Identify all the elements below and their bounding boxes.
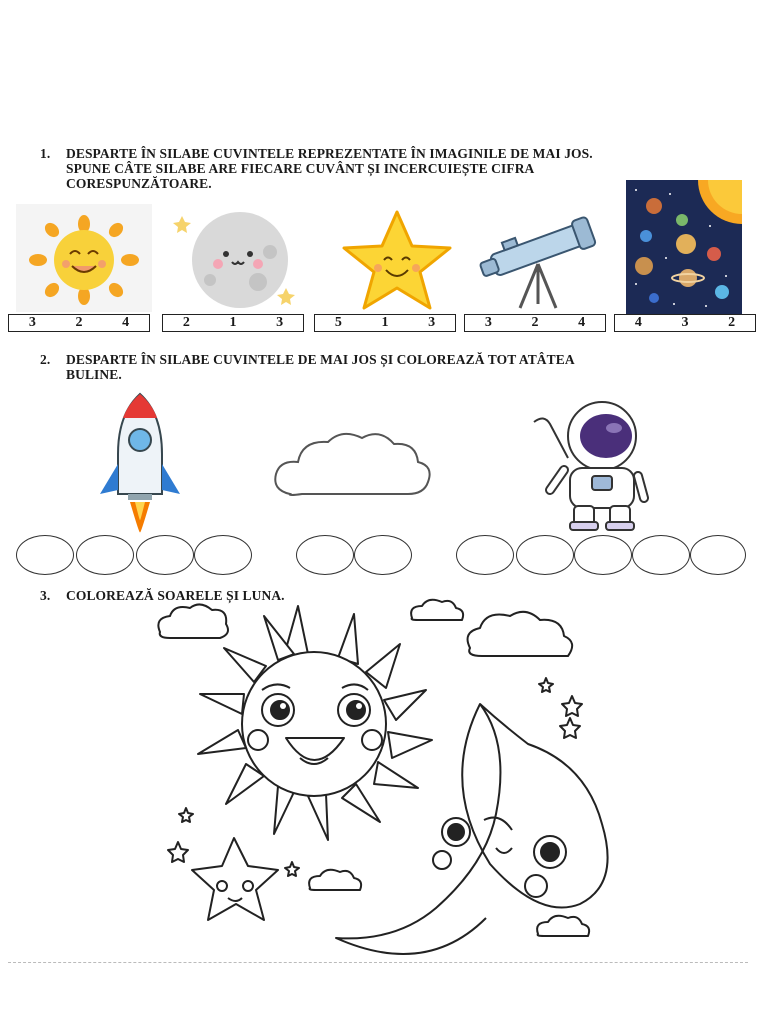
coloring-picture (150, 598, 610, 964)
telescope-picture (470, 208, 600, 312)
syllable-bubble[interactable] (574, 535, 632, 575)
task-line: SPUNE CÂTE SILABE ARE FIECARE CUVÂNT ȘI INCERCUIEȘTE CIFRA (66, 161, 535, 176)
option-number[interactable]: 4 (634, 315, 642, 330)
sun-picture (16, 204, 152, 312)
task-number: 2. (40, 352, 51, 367)
syllable-bubble[interactable] (76, 535, 134, 575)
sun-icon (16, 204, 152, 312)
syllable-bubble[interactable] (194, 535, 252, 575)
moon-picture (170, 206, 310, 312)
option-number[interactable]: 2 (75, 315, 83, 330)
star-picture (330, 208, 464, 312)
syllable-bubble[interactable] (632, 535, 690, 575)
coloring-sun-moon-icon (150, 598, 610, 964)
syllable-bubble[interactable] (690, 535, 746, 575)
moon-icon (170, 206, 310, 312)
telescope-icon (470, 208, 600, 312)
option-number[interactable]: 1 (381, 315, 389, 330)
task-line: CORESPUNZĂTOARE. (66, 176, 212, 191)
option-number[interactable]: 4 (122, 315, 130, 330)
page-divider (8, 962, 748, 963)
astronaut-icon (530, 396, 660, 532)
option-number[interactable]: 1 (229, 315, 237, 330)
syllable-bubble[interactable] (296, 535, 354, 575)
syllable-bubble[interactable] (456, 535, 514, 575)
option-number[interactable]: 3 (276, 315, 284, 330)
option-number[interactable]: 3 (428, 315, 436, 330)
syllable-bubble[interactable] (16, 535, 74, 575)
star-icon (330, 208, 464, 312)
syllable-bubble[interactable] (136, 535, 194, 575)
rocket-picture (98, 390, 182, 534)
task-line: DESPARTE ÎN SILABE CUVINTELE REPREZENTATE ÎN IMAGINILE DE MAI JOS. (66, 146, 593, 161)
task-line: DESPARTE ÎN SILABE CUVINTELE DE MAI JOS ȘI COLOREAZĂ TOT ATÂTEA (66, 352, 575, 367)
task-number: 3. (40, 588, 51, 603)
solar-system-icon (626, 180, 742, 314)
task-2-instructions (40, 352, 740, 382)
option-number[interactable]: 5 (334, 315, 342, 330)
syllable-bubble[interactable] (354, 535, 412, 575)
cloud-icon (268, 430, 432, 510)
option-number[interactable]: 3 (484, 315, 492, 330)
rocket-icon (98, 390, 182, 534)
astronaut-picture (530, 396, 660, 532)
answer-box-solar-system (614, 314, 756, 332)
option-number[interactable]: 3 (681, 315, 689, 330)
solar-system-picture (626, 180, 742, 314)
option-number[interactable]: 2 (182, 315, 190, 330)
syllable-bubble[interactable] (516, 535, 574, 575)
option-number[interactable]: 3 (28, 315, 36, 330)
task-number: 1. (40, 146, 51, 161)
option-number[interactable]: 2 (728, 315, 736, 330)
cloud-picture (268, 430, 432, 510)
option-number[interactable]: 2 (531, 315, 539, 330)
answer-box-sun (8, 314, 150, 332)
answer-box-star (314, 314, 456, 332)
task-line: BULINE. (66, 367, 122, 382)
answer-box-moon (162, 314, 304, 332)
task-line: COLOREAZĂ SOARELE ȘI LUNA. (66, 588, 285, 603)
answer-box-telescope (464, 314, 606, 332)
option-number[interactable]: 4 (578, 315, 586, 330)
